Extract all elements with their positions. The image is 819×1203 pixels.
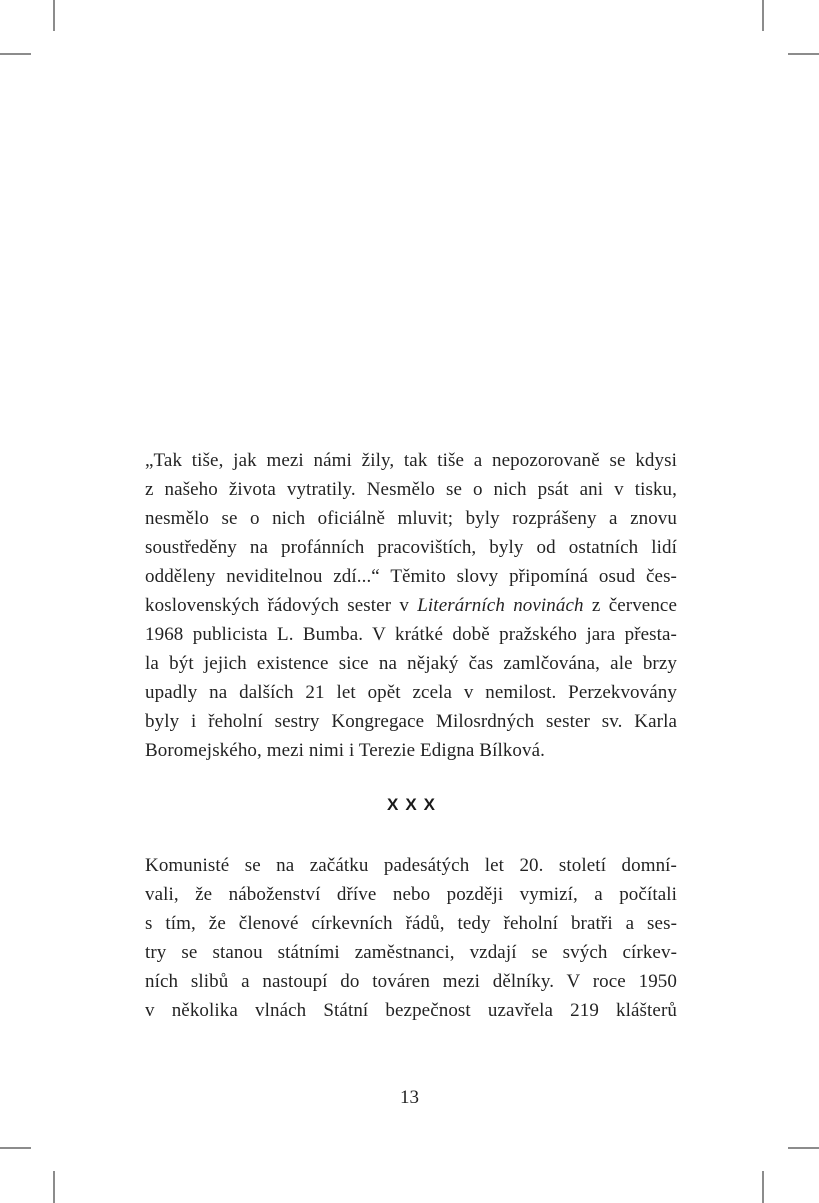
text-line: Boromejského, mezi nimi i Terezie Edigna Bílková. xyxy=(145,740,546,761)
text-segment: koslovenských řádových sester v xyxy=(145,595,418,616)
paragraph-1 xyxy=(145,446,677,765)
text-line: ních slibů a nastoupí do továren mezi dělníky. V roce 1950 xyxy=(145,971,677,992)
crop-mark-top-left-vertical xyxy=(53,0,55,31)
text-line: upadly na dalších 21 let opět zcela v nemilost. Perzekvovány xyxy=(145,682,677,703)
text-line: la být jejich existence sice na nějaký čas zamlčována, ale brzy xyxy=(145,653,677,674)
text-line: s tím, že členové církevních řádů, tedy řeholní bratři a ses- xyxy=(145,913,677,934)
crop-mark-bottom-right-vertical xyxy=(762,1171,764,1203)
text-line: try se stanou státními zaměstnanci, vzdají se svých církev- xyxy=(145,942,677,963)
section-divider: XXX xyxy=(386,795,443,814)
text-line: soustředěny na profánních pracovištích, byly od ostatních lidí xyxy=(145,537,677,558)
periodical-title-italic: Literárních novinách xyxy=(417,595,584,616)
paragraph-2 xyxy=(145,851,677,1025)
text-line: odděleny neviditelnou zdí...“ Těmito slovy připomíná osud čes- xyxy=(145,566,677,587)
text-line: „Tak tiše, jak mezi námi žily, tak tiše a nepozorovaně se kdysi xyxy=(145,450,677,471)
text-line: byly i řeholní sestry Kongregace Milosrdných sester sv. Karla xyxy=(145,711,677,732)
text-line: nesmělo se o nich oficiálně mluvit; byly rozprášeny a znovu xyxy=(145,508,677,529)
crop-mark-bottom-left-horizontal xyxy=(0,1147,31,1149)
text-line xyxy=(145,591,677,620)
text-line: Komunisté se na začátku padesátých let 20. století domní- xyxy=(145,855,677,876)
page-number: 13 xyxy=(400,1087,419,1108)
crop-mark-bottom-right-horizontal xyxy=(788,1147,819,1149)
crop-mark-top-right-horizontal xyxy=(788,53,819,55)
text-segment: z července xyxy=(583,595,678,616)
text-line: v několika vlnách Státní bezpečnost uzavřela 219 klášterů xyxy=(145,1000,677,1021)
crop-mark-top-left-horizontal xyxy=(0,53,31,55)
crop-mark-top-right-vertical xyxy=(762,0,764,31)
text-block xyxy=(145,446,677,1025)
text-line: vali, že náboženství dříve nebo později vymizí, a počítali xyxy=(145,884,677,905)
text-line: 1968 publicista L. Bumba. V krátké době pražského jara přesta- xyxy=(145,624,677,645)
text-line: z našeho života vytratily. Nesmělo se o nich psát ani v tisku, xyxy=(145,479,677,500)
crop-mark-bottom-left-vertical xyxy=(53,1171,55,1203)
